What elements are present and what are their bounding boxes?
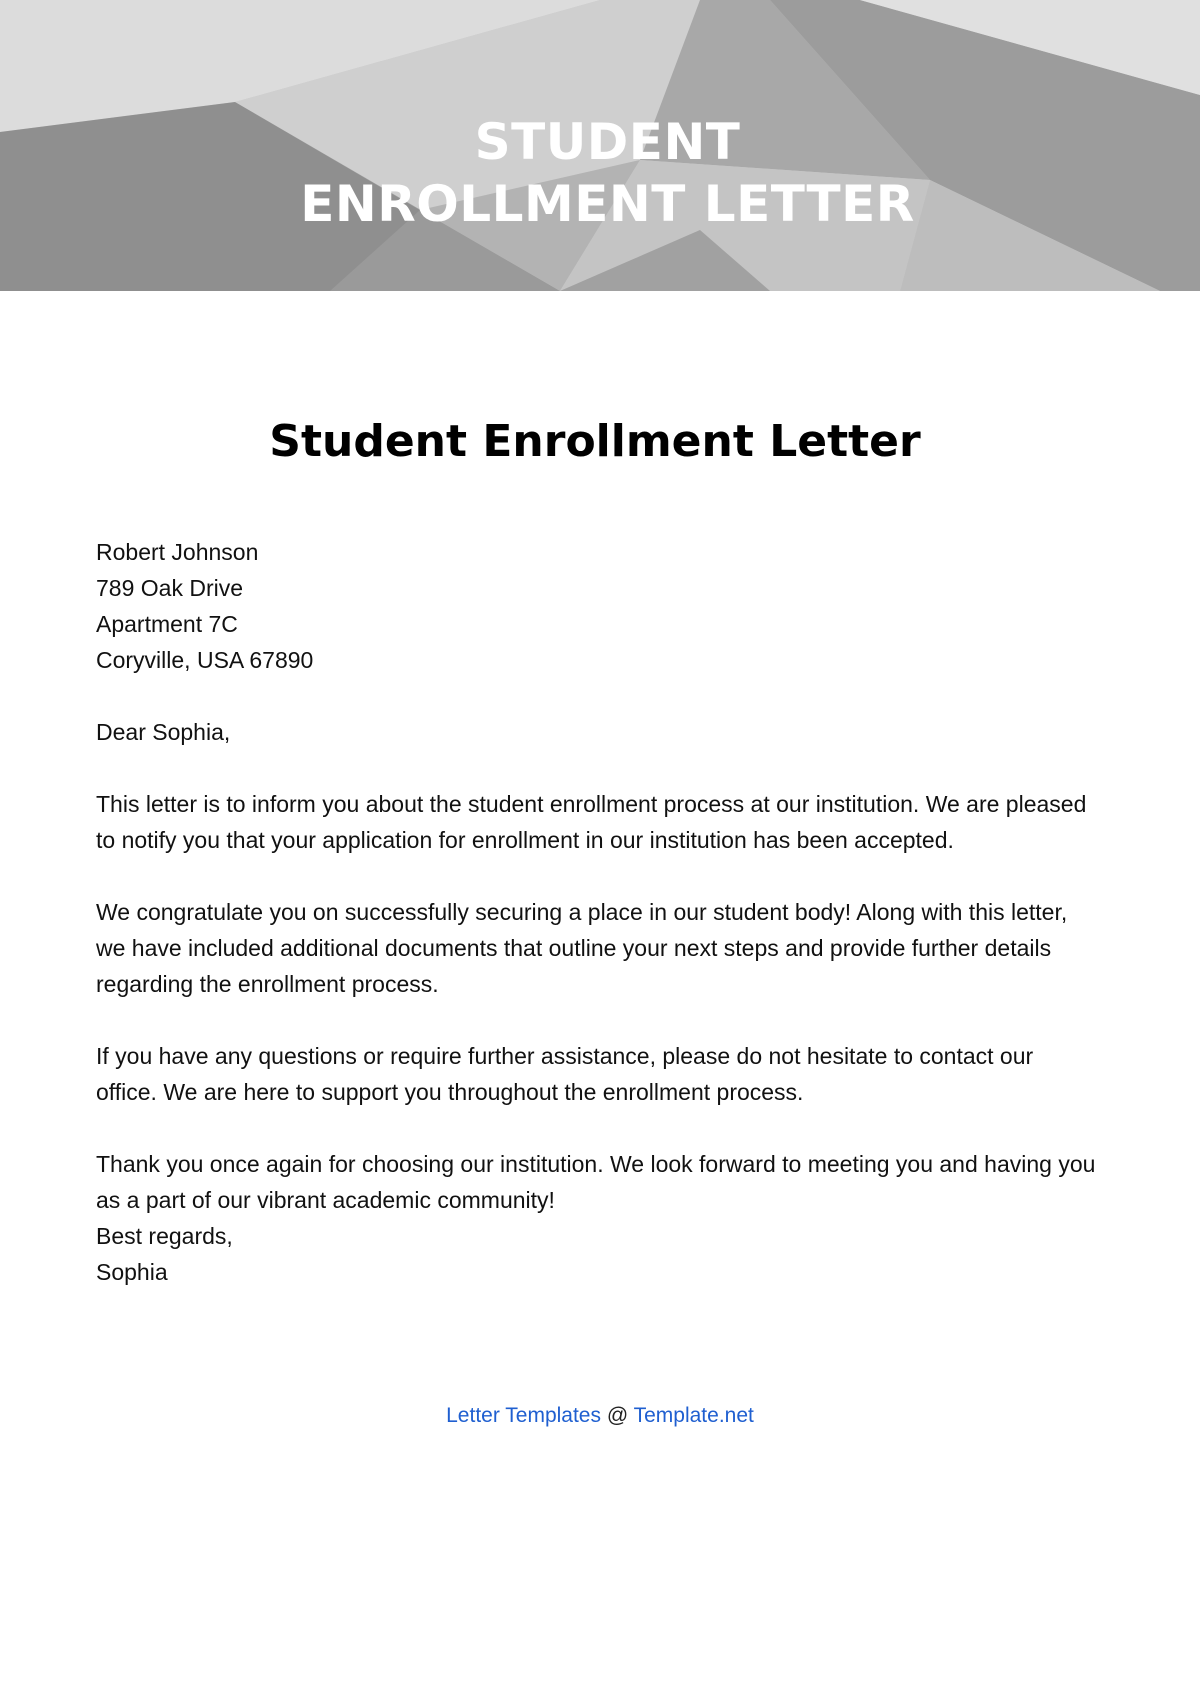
paragraph-2: We congratulate you on successfully securing a place in our student body! Along with this letter, we have included additional documents that outline your next steps and provide further details regarding the enrollment process. [96, 899, 1068, 997]
header-banner [0, 0, 1200, 291]
closing-text: Best regards, [96, 1223, 233, 1249]
footer-credit [0, 1402, 1200, 1430]
recipient-street: 789 Oak Drive [96, 575, 244, 601]
salutation: Dear Sophia, [96, 719, 231, 745]
document-title: Student Enrollment Letter [269, 416, 921, 467]
template-net-link[interactable]: Template.net [633, 1404, 754, 1427]
recipient-address [96, 534, 1096, 678]
letter-templates-link[interactable]: Letter Templates [446, 1404, 601, 1427]
paragraph-1: This letter is to inform you about the student enrollment process at our institution. We are pleased to notify you that your application for enrollment in our institution has been accepted. [96, 791, 1087, 853]
recipient-unit: Apartment 7C [96, 611, 238, 637]
recipient-name: Robert Johnson [96, 539, 259, 565]
recipient-city: Coryville, USA 67890 [96, 647, 314, 673]
paragraph-3: If you have any questions or require further assistance, please do not hesitate to contact our office. We are here to support you throughout the enrollment process. [96, 1043, 1034, 1105]
paragraph-4: Thank you once again for choosing our institution. We look forward to meeting you and having you as a part of our vibrant academic community! [96, 1151, 1096, 1213]
banner-title-line-2: ENROLLMENT LETTER [300, 175, 915, 233]
signature-name: Sophia [96, 1259, 168, 1285]
banner-title [0, 111, 1200, 235]
letter-body [96, 534, 1096, 1326]
banner-title-line-1: STUDENT [474, 113, 741, 171]
closing-block [96, 1218, 1096, 1290]
footer-separator: @ [601, 1404, 634, 1427]
